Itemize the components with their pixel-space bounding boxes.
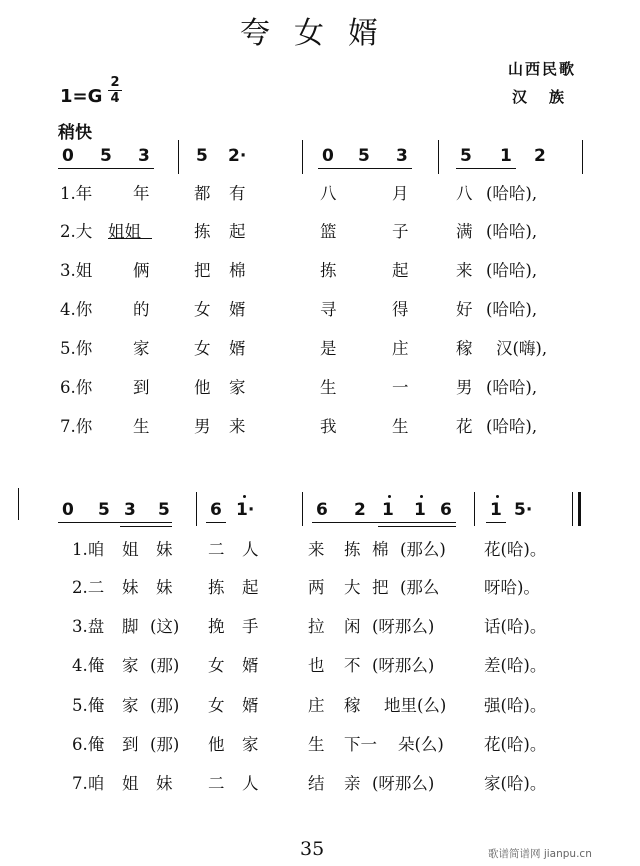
- note: 1: [490, 500, 502, 520]
- lyric-syllable: 5.你: [60, 339, 93, 358]
- lyric-syllable: 1.咱: [72, 540, 105, 559]
- lyric-syllable: (那): [150, 735, 180, 754]
- lyric-syllable: 姐: [122, 540, 139, 559]
- lyric-syllable: 起: [392, 261, 409, 280]
- lyric-syllable: 一: [392, 378, 409, 397]
- lyric-syllable: 强(哈)。: [484, 696, 547, 715]
- lyric-syllable: 庄: [308, 696, 325, 715]
- lyric-syllable: (哈哈),: [486, 300, 538, 319]
- note: 2: [534, 146, 546, 166]
- note: 6: [316, 500, 328, 520]
- time-signature: [108, 76, 122, 105]
- lyric-syllable: 家: [229, 378, 246, 397]
- note: 2: [354, 500, 366, 520]
- note: 5: [98, 500, 110, 520]
- lyric-syllable: 来: [456, 261, 473, 280]
- lyric-syllable: (那): [150, 696, 180, 715]
- lyric-syllable: 话(哈)。: [484, 617, 547, 636]
- lyric-syllable: 他: [194, 378, 211, 397]
- lyric-syllable: 生: [392, 417, 409, 436]
- song-title: 夸女婿: [240, 16, 402, 51]
- lyric-syllable: 4.你: [60, 300, 93, 319]
- time-signature-bottom: 4: [110, 91, 120, 106]
- note: 3: [138, 146, 150, 166]
- lyric-syllable: 3.盘: [72, 617, 105, 636]
- lyric-syllable: 婿: [242, 696, 259, 715]
- note: 5: [460, 146, 472, 166]
- lyric-syllable: 生: [133, 417, 150, 436]
- lyric-syllable: 5.俺: [72, 696, 105, 715]
- lyric-syllable: 来: [308, 540, 325, 559]
- note: 1: [500, 146, 512, 166]
- lyric-syllable: 家: [122, 656, 139, 675]
- lyric-syllable: 拣: [320, 261, 337, 280]
- lyric-syllable: 生: [308, 735, 325, 754]
- note: 5: [158, 500, 170, 520]
- lyric-syllable: 妹: [156, 578, 173, 597]
- lyric-syllable: 把: [372, 578, 389, 597]
- lyric-syllable: (哈哈),: [486, 378, 538, 397]
- lyric-syllable: 婿: [242, 656, 259, 675]
- lyric-syllable: 八: [456, 184, 473, 203]
- lyric-syllable: 有: [229, 184, 246, 203]
- lyric-syllable: 起: [242, 578, 259, 597]
- lyric-syllable: 好: [456, 300, 473, 319]
- lyric-syllable: 女: [194, 300, 211, 319]
- lyric-syllable: 都: [194, 184, 211, 203]
- lyric-syllable: (哈哈),: [486, 417, 538, 436]
- note: 5: [358, 146, 370, 166]
- lyric-syllable: 来: [229, 417, 246, 436]
- page-number: 35: [300, 838, 325, 860]
- lyric-syllable: 的: [133, 300, 150, 319]
- lyric-syllable: 下一: [344, 735, 377, 754]
- lyric-syllable: 家: [242, 735, 259, 754]
- lyric-syllable: 花(哈)。: [484, 540, 547, 559]
- lyric-syllable: 妹: [156, 774, 173, 793]
- lyric-syllable: 大: [344, 578, 361, 597]
- note: 0: [62, 146, 74, 166]
- lyric-syllable: 汉(嗨),: [496, 339, 548, 358]
- lyric-syllable: 八: [320, 184, 337, 203]
- note: 6: [440, 500, 452, 520]
- note: 1: [382, 500, 394, 520]
- lyric-syllable: 花: [456, 417, 473, 436]
- lyric-syllable: 二: [208, 540, 225, 559]
- lyric-syllable: 稼: [344, 696, 361, 715]
- lyric-syllable: 他: [208, 735, 225, 754]
- lyric-syllable: 2.大: [60, 222, 93, 241]
- note: 3: [396, 146, 408, 166]
- lyric-syllable: (哈哈),: [486, 184, 538, 203]
- lyric-syllable: 花(哈)。: [484, 735, 547, 754]
- note: 0: [322, 146, 334, 166]
- lyric-syllable: 寻: [320, 300, 337, 319]
- lyric-syllable: 男: [194, 417, 211, 436]
- lyric-syllable: (那么): [400, 540, 446, 559]
- lyric-syllable: 男: [456, 378, 473, 397]
- song-origin: 山西民歌: [508, 60, 577, 78]
- lyric-syllable: 家: [122, 696, 139, 715]
- lyric-syllable: (呀那么): [372, 656, 435, 675]
- lyric-syllable: (哈哈),: [486, 222, 538, 241]
- lyric-syllable: (这): [150, 617, 180, 636]
- watermark: 歌谱简谱网 jianpu.cn: [488, 848, 592, 860]
- lyric-syllable: 女: [208, 656, 225, 675]
- lyric-syllable: 朵(么): [398, 735, 444, 754]
- lyric-syllable: 稼: [456, 339, 473, 358]
- key-signature: 1=G: [60, 86, 103, 107]
- song-ethnicity: 汉族: [512, 88, 587, 106]
- lyric-syllable: 挽: [208, 617, 225, 636]
- note: 5·: [514, 500, 533, 520]
- lyric-syllable: 4.俺: [72, 656, 105, 675]
- lyric-syllable: 婿: [229, 300, 246, 319]
- lyric-syllable: 呀哈)。: [484, 578, 540, 597]
- lyric-syllable: 得: [392, 300, 409, 319]
- lyric-syllable: 拣: [194, 222, 211, 241]
- lyric-syllable: 棉: [372, 540, 389, 559]
- lyric-syllable: 女: [194, 339, 211, 358]
- lyric-syllable: 6.你: [60, 378, 93, 397]
- lyric-syllable: (那): [150, 656, 180, 675]
- lyric-syllable: 3.姐: [60, 261, 93, 280]
- lyric-syllable: 拉: [308, 617, 325, 636]
- note: 2·: [228, 146, 247, 166]
- lyric-syllable: 2.二: [72, 578, 105, 597]
- lyric-syllable: 篮: [320, 222, 337, 241]
- lyric-syllable: 6.俺: [72, 735, 105, 754]
- lyric-syllable: 到: [122, 735, 139, 754]
- note: 1·: [236, 500, 255, 520]
- lyric-syllable: 两: [308, 578, 325, 597]
- lyric-syllable: 1.年: [60, 184, 93, 203]
- lyric-syllable: 子: [392, 222, 409, 241]
- lyric-syllable: 闲: [344, 617, 361, 636]
- lyric-syllable: 手: [242, 617, 259, 636]
- tempo-marking: 稍快: [58, 123, 92, 143]
- lyric-syllable: 不: [344, 656, 361, 675]
- lyric-syllable: (哈哈),: [486, 261, 538, 280]
- lyric-syllable: 二: [208, 774, 225, 793]
- lyric-syllable: (呀那么): [372, 617, 435, 636]
- lyric-syllable: 脚: [122, 617, 139, 636]
- lyric-syllable: 生: [320, 378, 337, 397]
- lyric-syllable: 俩: [133, 261, 150, 280]
- lyric-syllable: 结: [308, 774, 325, 793]
- note: 6: [210, 500, 222, 520]
- lyric-syllable: 7.你: [60, 417, 93, 436]
- lyric-syllable: (那么: [400, 578, 440, 597]
- lyric-syllable: 年: [133, 184, 150, 203]
- lyric-syllable: 姐姐: [108, 222, 141, 241]
- lyric-syllable: 把: [194, 261, 211, 280]
- lyric-syllable: 人: [242, 540, 259, 559]
- lyric-syllable: 亲: [344, 774, 361, 793]
- lyric-syllable: 拣: [208, 578, 225, 597]
- lyric-syllable: 是: [320, 339, 337, 358]
- lyric-syllable: 庄: [392, 339, 409, 358]
- lyric-syllable: 妹: [122, 578, 139, 597]
- lyric-syllable: 家(哈)。: [484, 774, 547, 793]
- lyric-syllable: 棉: [229, 261, 246, 280]
- lyric-syllable: 女: [208, 696, 225, 715]
- lyric-syllable: 月: [392, 184, 409, 203]
- lyric-syllable: 家: [133, 339, 150, 358]
- lyric-syllable: 7.咱: [72, 774, 105, 793]
- lyric-syllable: 也: [308, 656, 325, 675]
- lyric-syllable: 妹: [156, 540, 173, 559]
- note: 0: [62, 500, 74, 520]
- lyric-syllable: 我: [320, 417, 337, 436]
- note: 5: [196, 146, 208, 166]
- lyric-syllable: 满: [456, 222, 473, 241]
- lyric-syllable: 人: [242, 774, 259, 793]
- lyric-syllable: 到: [133, 378, 150, 397]
- lyric-syllable: 起: [229, 222, 246, 241]
- note: 1: [414, 500, 426, 520]
- note: 5: [100, 146, 112, 166]
- lyric-syllable: 地里(么): [384, 696, 447, 715]
- time-signature-top: 2: [110, 75, 120, 90]
- note: 3: [124, 500, 136, 520]
- lyric-syllable: 姐: [122, 774, 139, 793]
- lyric-syllable: (呀那么): [372, 774, 435, 793]
- lyric-syllable: 拣: [344, 540, 361, 559]
- lyric-syllable: 婿: [229, 339, 246, 358]
- lyric-syllable: 差(哈)。: [484, 656, 547, 675]
